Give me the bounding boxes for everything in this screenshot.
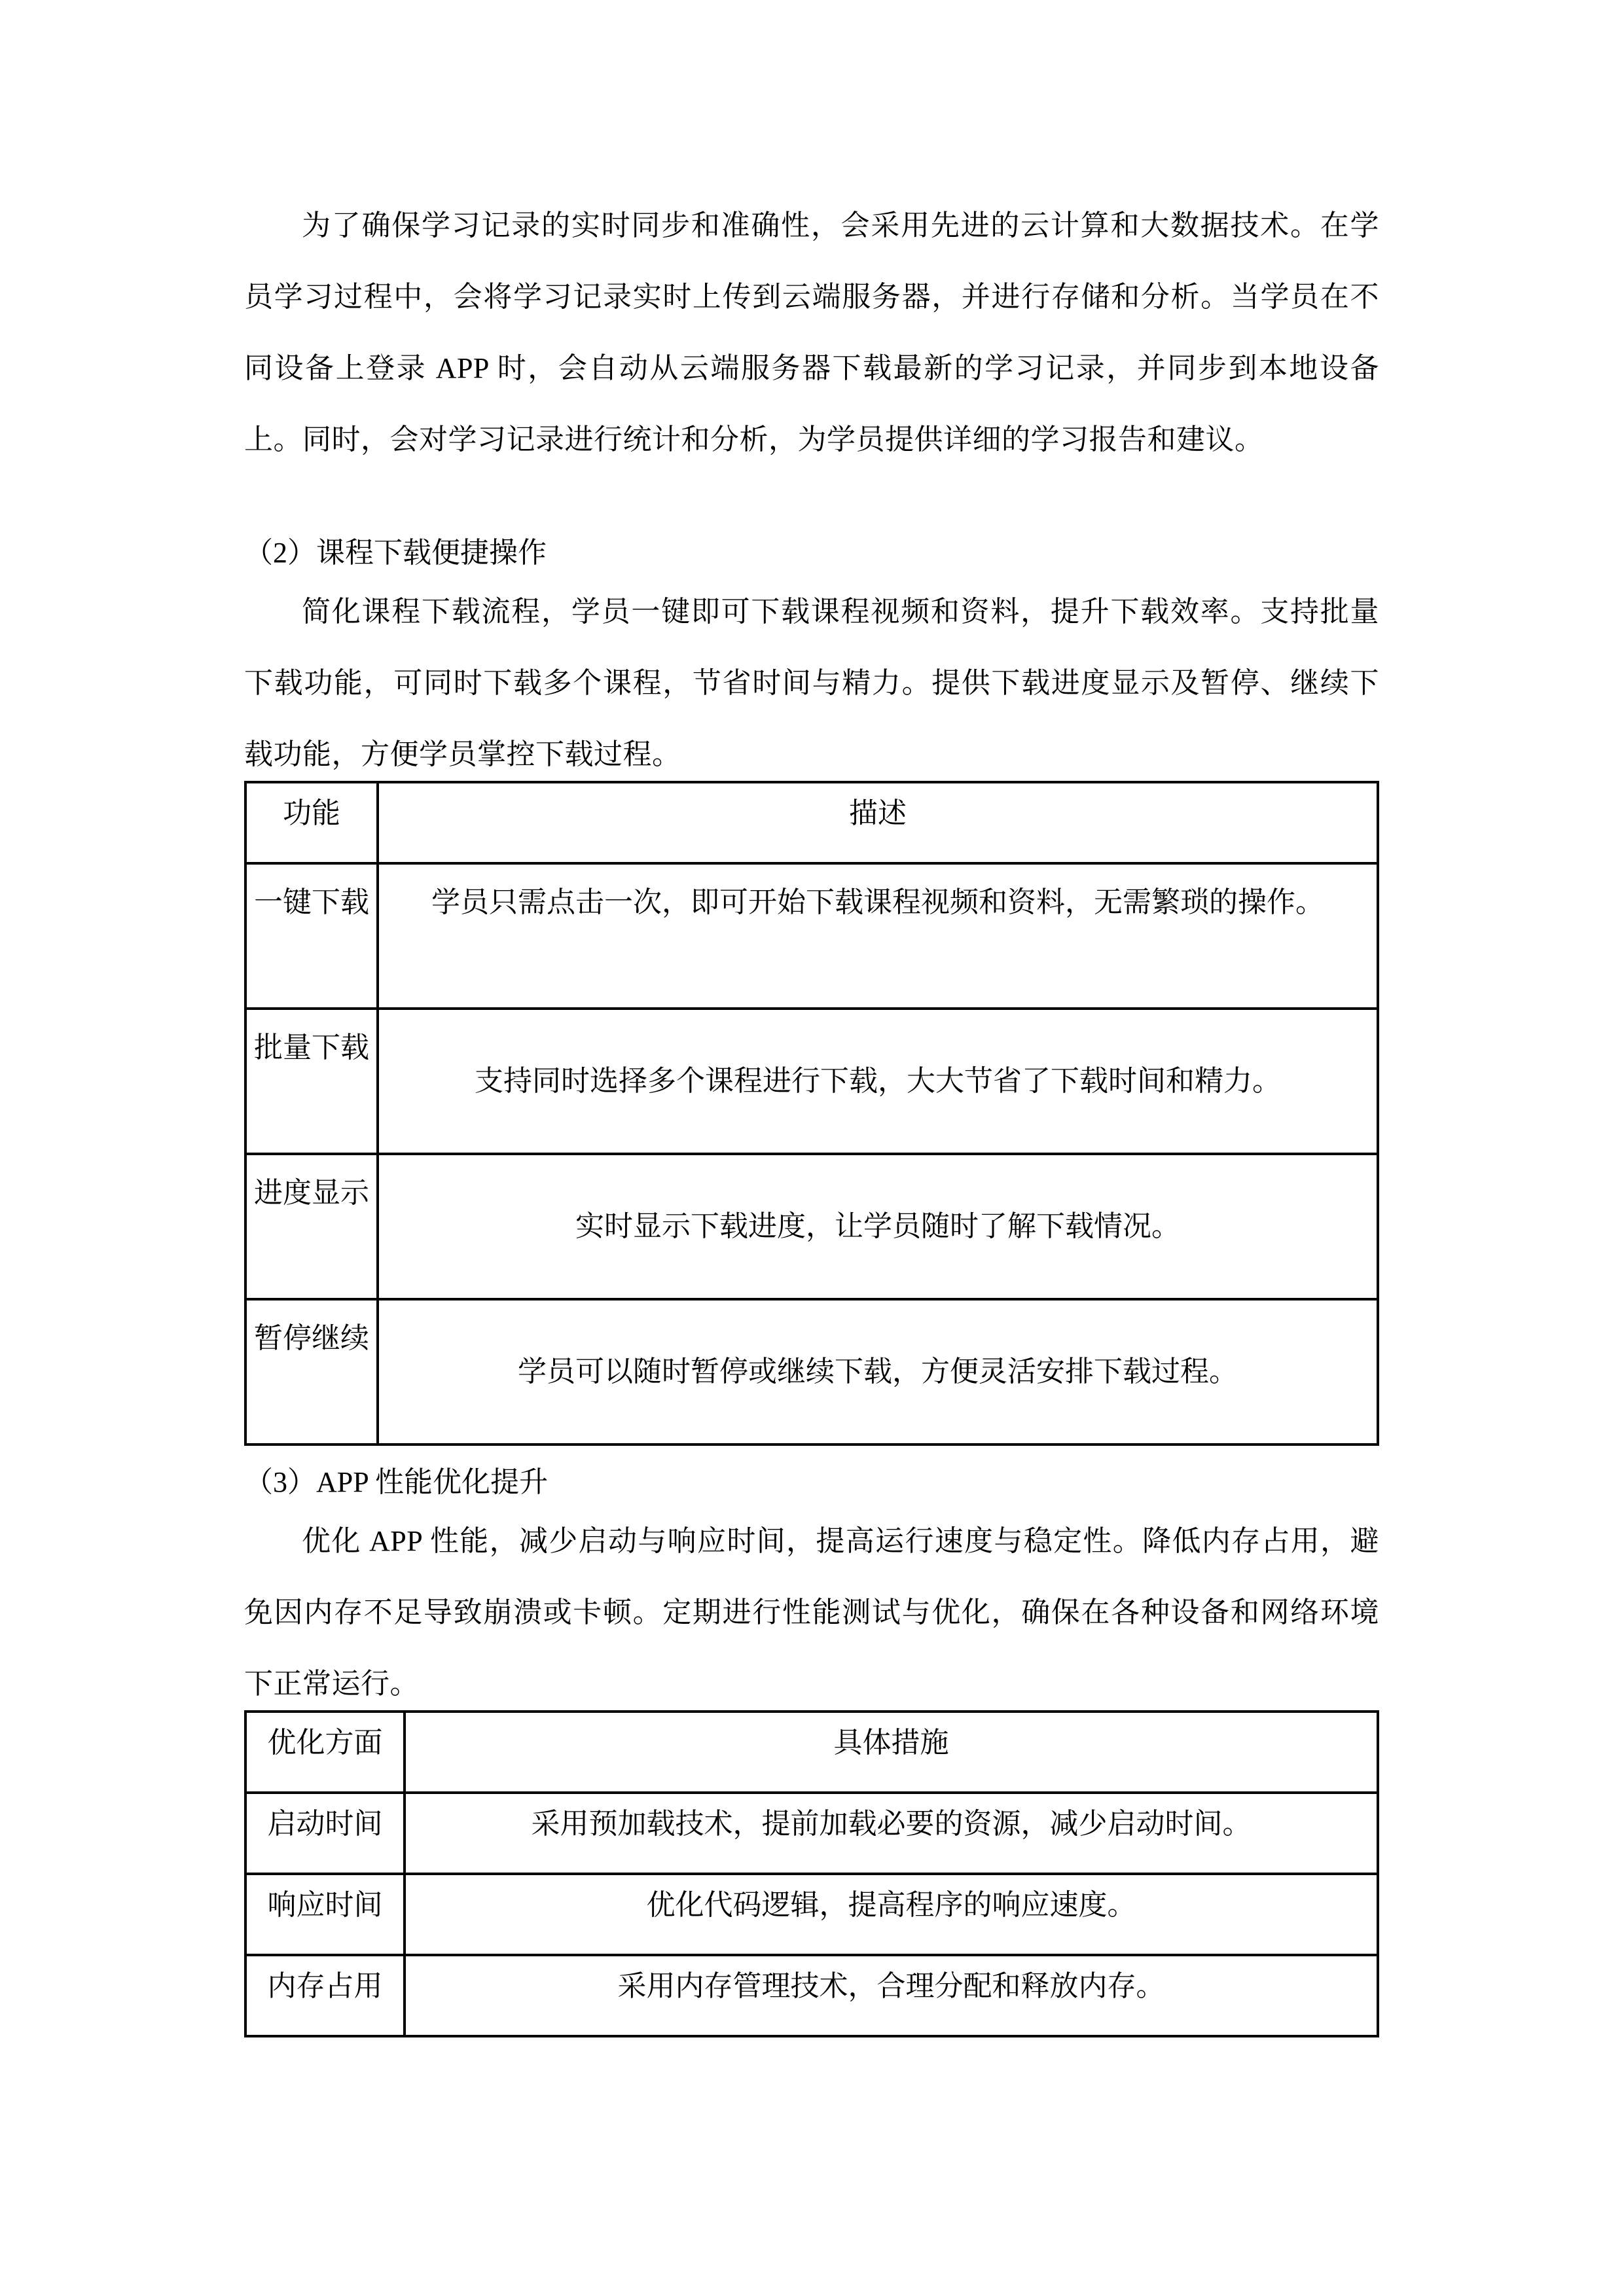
table-row	[245, 863, 1378, 1009]
table-row	[245, 1955, 1378, 2036]
header-description: 描述	[378, 782, 1378, 863]
description-cell: 实时显示下载进度，让学员随时了解下载情况。	[378, 1154, 1378, 1299]
table-row	[245, 1793, 1378, 1874]
feature-cell: 批量下载	[245, 1009, 378, 1154]
section-3-body: 优化 APP 性能，减少启动与响应时间，提高运行速度与稳定性。降低内存占用，避免因内存不足导致崩溃或卡顿。定期进行性能测试与优化，确保在各种设备和网络环境下正常运行。	[244, 1525, 1379, 1700]
measure-cell: 优化代码逻辑，提高程序的响应速度。	[405, 1874, 1378, 1955]
aspect-cell: 内存占用	[245, 1955, 405, 2036]
header-aspect: 优化方面	[245, 1712, 405, 1793]
section-2-body: 简化课程下载流程，学员一键即可下载课程视频和资料，提升下载效率。支持批量下载功能，可同时下载多个课程，节省时间与精力。提供下载进度显示及暂停、继续下载功能，方便学员掌控下载过程。	[244, 596, 1379, 770]
performance-optimization-table	[244, 1710, 1379, 2037]
section-2-heading: （2）课程下载便捷操作	[244, 537, 547, 569]
header-measure: 具体措施	[405, 1712, 1378, 1793]
section-3-heading: （3）APP 性能优化提升	[244, 1466, 549, 1498]
table-row	[245, 1874, 1378, 1955]
feature-cell: 暂停继续	[245, 1299, 378, 1444]
header-feature: 功能	[245, 782, 378, 863]
description-cell: 学员可以随时暂停或继续下载，方便灵活安排下载过程。	[378, 1299, 1378, 1444]
table-row	[245, 1154, 1378, 1299]
download-features-table	[244, 781, 1379, 1446]
table-row	[245, 1299, 1378, 1444]
aspect-cell: 响应时间	[245, 1874, 405, 1955]
aspect-cell: 启动时间	[245, 1793, 405, 1874]
intro-paragraph: 为了确保学习记录的实时同步和准确性，会采用先进的云计算和大数据技术。在学员学习过程中，会将学习记录实时上传到云端服务器，并进行存储和分析。当学员在不同设备上登录 APP 时，会自动从云端服务器下载最新的学习记录，并同步到本地设备上。同时，会对学习记录进行统计和分析，为学员提供详细的学习报告和建议。	[244, 209, 1379, 456]
feature-cell: 一键下载	[245, 863, 378, 1009]
feature-cell: 进度显示	[245, 1154, 378, 1299]
table-header-row	[245, 1712, 1378, 1793]
measure-cell: 采用内存管理技术，合理分配和释放内存。	[405, 1955, 1378, 2036]
description-cell: 支持同时选择多个课程进行下载，大大节省了下载时间和精力。	[378, 1009, 1378, 1154]
description-cell: 学员只需点击一次，即可开始下载课程视频和资料，无需繁琐的操作。	[378, 863, 1378, 1009]
table-row	[245, 1009, 1378, 1154]
table-header-row	[245, 782, 1378, 863]
measure-cell: 采用预加载技术，提前加载必要的资源，减少启动时间。	[405, 1793, 1378, 1874]
